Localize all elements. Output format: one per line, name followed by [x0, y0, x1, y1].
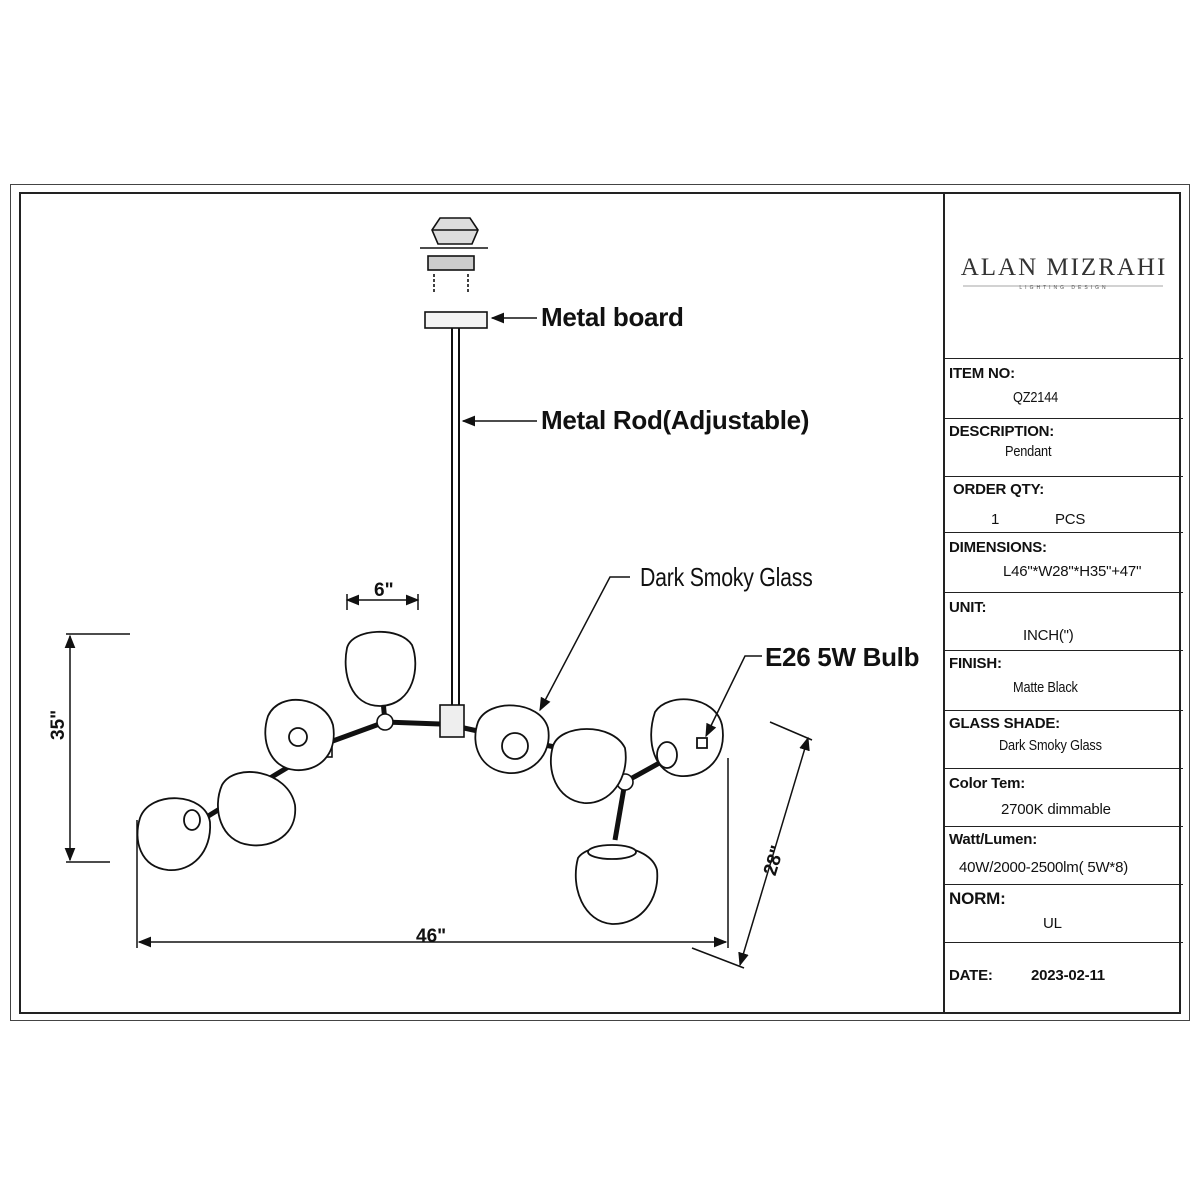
glass-shade-label: GLASS SHADE:: [949, 715, 1060, 732]
row-watt-lumen: [945, 826, 1183, 884]
item-no-value: QZ2144: [1013, 389, 1059, 406]
watt-lumen-label: Watt/Lumen:: [949, 831, 1038, 848]
dim-height: 35": [48, 709, 69, 740]
row-norm: [945, 884, 1183, 942]
finish-label: FINISH:: [949, 655, 1002, 672]
description-value: Pendant: [1005, 443, 1052, 460]
color-temp-label: Color Tem:: [949, 775, 1026, 792]
dimension-lines: [66, 594, 812, 968]
watt-lumen-value: 40W/2000-2500lm( 5W*8): [959, 859, 1129, 876]
brand-tagline: LIGHTING DESIGN: [1019, 285, 1109, 291]
row-glass-shade: [945, 710, 1183, 768]
dim-length: 46": [416, 926, 447, 947]
dimensions-value: L46"*W28"*H35"+47": [1003, 563, 1142, 580]
center-hub: [440, 705, 464, 737]
date-value: 2023-02-11: [1031, 967, 1105, 984]
unit-value: INCH("): [1023, 627, 1074, 644]
callout-bulb: E26 5W Bulb: [765, 642, 920, 672]
row-description: [945, 418, 1183, 476]
row-dimensions: [945, 532, 1183, 592]
title-block: [943, 192, 1181, 1014]
description-label: DESCRIPTION:: [949, 423, 1055, 440]
row-order-qty: [945, 476, 1183, 532]
callout-metal-rod: Metal Rod(Adjustable): [541, 405, 810, 435]
unit-label: UNIT:: [949, 599, 987, 616]
row-finish: [945, 650, 1183, 710]
item-no-label: ITEM NO:: [949, 365, 1015, 382]
order-qty-value: 1: [991, 511, 1000, 528]
callout-glass: Dark Smoky Glass: [640, 562, 813, 592]
dim-width: 28": [760, 843, 789, 879]
dimensions-label: DIMENSIONS:: [949, 539, 1047, 556]
leader-lines: [463, 318, 762, 736]
norm-value: UL: [1043, 915, 1062, 932]
order-qty-unit: PCS: [1055, 511, 1086, 528]
metal-board: [425, 312, 487, 328]
date-label: DATE:: [949, 967, 993, 984]
row-color-temp: [945, 768, 1183, 826]
row-unit: [945, 592, 1183, 650]
glass-shade-value: Dark Smoky Glass: [999, 737, 1102, 754]
norm-label: NORM:: [949, 889, 1006, 908]
row-item-no: [945, 358, 1183, 418]
brand-logo: ALAN MIZRAHI: [960, 254, 1168, 281]
canopy-hardware: [420, 218, 488, 292]
order-qty-label: ORDER QTY:: [953, 481, 1045, 498]
callout-metal-board: Metal board: [541, 302, 684, 332]
finish-value: Matte Black: [1013, 679, 1078, 696]
row-date: [945, 942, 1183, 1014]
dim-shade-width: 6": [374, 580, 394, 601]
color-temp-value: 2700K dimmable: [1001, 801, 1111, 818]
